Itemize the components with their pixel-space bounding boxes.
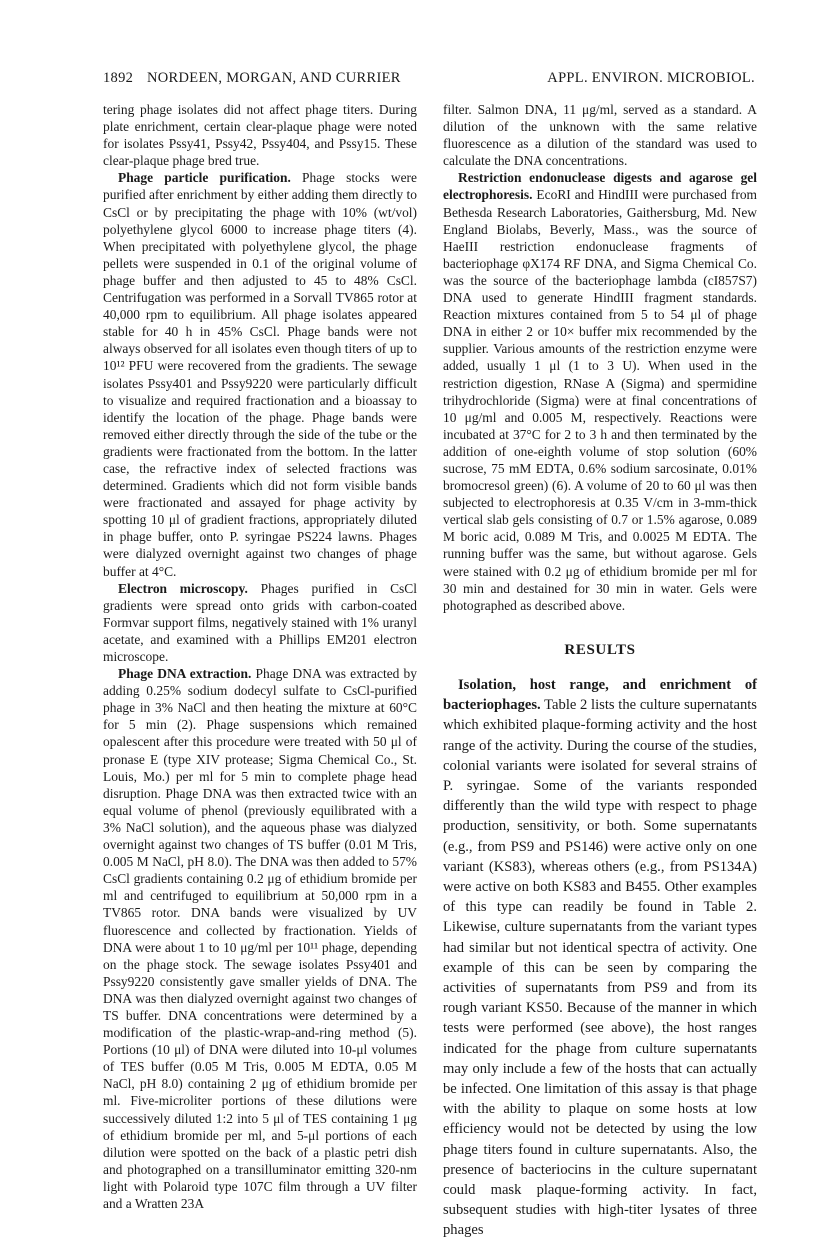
paragraph-dna-extraction: [103, 665, 417, 1212]
paragraph-body: Phage stocks were purified after enrichment by either adding them directly to CsCl or by precipitating the phage with 10% (wt/vol) polyethylene glycol 6000 to increase phage titers (4). When precipitated with polyethylene glycol, the phage pellets were suspended in 0.1 of the original volume of phage buffer and then adjusted to 45 to 48% CsCl. Centrifugation was performed in a Sorvall TV865 rotor at 40,000 rpm to equilibrium. All phage isolates appeared stable for 40 h in 45% CsCl. Phage bands were not always observed for all isolates even though titers of up to 10¹² PFU were recovered from the gradients. The sewage isolates Pssy401 and Pssy9220 were particularly difficult to visualize and required fractionation and a bioassay to identify the location of the phage. Phage bands were removed either directly through the side of the tube or the gradients were fractionated from the bottom. In the latter case, the refractive index of selected fractions was determined. Gradients which did not form visible bands were fractionated and assayed for phage activity by spotting 10 μl of gradient fractions, appropriately diluted in phage buffer, onto P. syringae PS224 lawns. Phages were dialyzed overnight against two changes of phage buffer at 4°C.: [103, 170, 417, 579]
subsection-heading: Restriction endonuclease digests and agarose gel electrophoresis.: [443, 170, 757, 203]
subsection-heading: Isolation, host range, and enrichment of bacteriophages.: [443, 676, 757, 714]
paragraph-body: Table 2 lists the culture supernatants which exhibited plaque-forming activity and the host range of the activity. During the course of the studies, colonial variants were isolated for several strains of P. syringae. Some of the variants responded differently than the wild type with respect to phage production, sensitivity, or both. Some supernatants (e.g., from PS9 and PS146) were active only on one variant (KS83), whereas others (e.g., from PS134A) were active on both KS83 and B455. Other examples of this type can readily be found in Table 2. Likewise, culture supernatants from the variant types had similar but not identical spectra of activity. One example of this can be seen by comparing the activities of supernatants from PS9 and from its rough variant KS50. Because of the manner in which tests were performed (see above), the host ranges indicated for the phage from culture supernatants may only include a few of the hosts that can actually be infected. One limitation of this assay is that phage with the ability to plaque on some hosts at low efficiency would not be detected by using the low phage titers found in culture supernatants. Also, the presence of bacteriocins in the culture supernatant could mask plaque-forming activity. In fact, subsequent studies with high-titer lysates of three phages: [443, 697, 757, 1239]
subsection-heading: Phage DNA extraction.: [118, 666, 252, 682]
paragraph-body: Phage DNA was extracted by adding 0.25% sodium dodecyl sulfate to CsCl-purified phage in 3% NaCl and then heating the mixture at 60°C for 5 min (2). Phage suspensions which remained opalescent after this procedure were treated with 50 μl of pronase E (type XIV protease; Sigma Chemical Co., St. Louis, Mo.) per ml for 5 min to complete phage head disruption. Phage DNA was then extracted twice with an equal volume of phenol (previously equilibrated with a 3% NaCl solution), and the aqueous phase was dialyzed overnight against two changes of TS buffer (0.01 M Tris, 0.005 M NaCl, pH 8.0). The DNA was then added to 57% CsCl gradients containing 0.2 μg of ethidium bromide per ml and centrifuged to equilibrium at 50,000 rpm in a TV865 rotor. DNA bands were visualized by UV fluorescence and collected by fractionation. Yields of DNA were about 1 to 10 μg/ml per 10¹¹ phage, depending on the phage stock. The sewage isolates Pssy401 and Pssy9220 consistently gave smaller yields of DNA. The DNA was then dialyzed overnight against two changes of TS buffer. DNA concentrations were determined by a modification of the plastic-wrap-and-ring method (5). Portions (10 μl) of DNA were diluted into 10-μl volumes of TES buffer (0.05 M Tris, 0.005 M EDTA, 0.05 M NaCl, pH 8.0) containing 2 μg of ethidium bromide per ml. Five-microliter portions of these dilutions were successively diluted 1:2 into 5 μl of TES containing 1 μg of ethidium bromide per ml, and 5-μl portions of each dilution were spotted on the back of a plastic petri dish and photographed on a transilluminator emitting 320-nm light with Polaroid type 107C film through a UV filter and a Wratten 23A: [103, 666, 417, 1211]
paragraph-electron-microscopy: [103, 580, 417, 665]
paragraph-isolation-host-range: [443, 675, 757, 1241]
paragraph-body: Phages purified in CsCl gradients were spread onto grids with carbon-coated Formvar support films, negatively stained with 1% uranyl acetate, and examined with a Phillips EM201 electron microscope.: [103, 580, 417, 664]
left-column: [103, 101, 417, 1212]
paragraph-restriction-digests: [443, 169, 757, 613]
page-number: 1892: [103, 70, 134, 86]
paragraph-body: EcoRI and HindIII were purchased from Bethesda Research Laboratories, Gaithersburg, Md. New England Biolabs, Beverly, Mass., was the source of HaeIII restriction endonuclease fragments of bacteriophage φX174 RF DNA, and Sigma Chemical Co. was the source of the bacteriophage lambda (cI857S7) DNA used to generate HindIII fragment standards. Reaction mixtures contained from 5 to 54 μl of phage DNA in either 2 or 10× buffer mix recommended by the supplier. Various amounts of the restriction enzyme were added, usually 1 μl (1 to 3 U). When used in the restriction digestion, RNase A (Sigma) and spermidine trihydrochloride (Sigma) were at final concentrations of 10 μg/ml and 0.005 M, respectively. Reactions were incubated at 37°C for 2 to 3 h and then terminated by the addition of one-eighth volume of stop solution (60% sucrose, 75 mM EDTA, 0.6% sodium sarcosinate, 0.01% bromocresol green) (6). A volume of 20 to 60 μl was then subjected to electrophoresis at 0.35 V/cm in 3-mm-thick vertical slab gels consisting of 0.7 or 1.5% agarose, 0.089 M boric acid, 0.089 M Tris, and 0.0025 M EDTA. The running buffer was the same, but without agarose. Gels were stained with 0.2 μg of ethidium bromide per ml for 30 min and destained for 30 min in water. Gels were photographed as described above.: [443, 187, 757, 613]
paragraph-continued: filter. Salmon DNA, 11 μg/ml, served as a standard. A dilution of the unknown with the same relative fluorescence as a dilution of the standard was used to calculate the DNA concentrations.: [443, 102, 757, 169]
paragraph-phage-purification: [103, 169, 417, 579]
subsection-heading: Phage particle purification.: [118, 170, 291, 186]
subsection-heading: Electron microscopy.: [118, 580, 248, 596]
paragraph-continued: tering phage isolates did not affect phage titers. During plate enrichment, certain clear-plaque phage were noted for isolates Pssy41, Pssy42, Pssy404, and Pssy15. These clear-plaque phage bred true.: [103, 102, 417, 169]
running-header-authors: NORDEEN, MORGAN, AND CURRIER: [147, 70, 401, 86]
running-header: [103, 70, 755, 92]
right-column: [443, 101, 757, 1241]
running-header-journal: APPL. ENVIRON. MICROBIOL.: [547, 70, 755, 86]
section-heading-results: RESULTS: [564, 641, 636, 658]
